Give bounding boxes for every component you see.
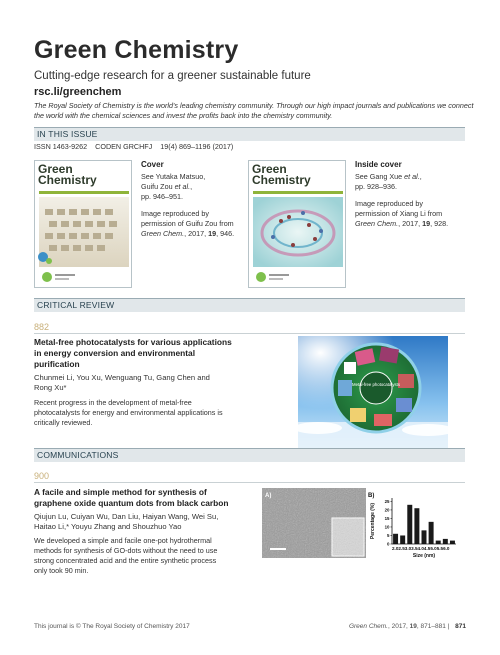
y-tick-label: 15 bbox=[384, 516, 390, 522]
section-title: IN THIS ISSUE bbox=[37, 129, 98, 139]
divider bbox=[34, 482, 465, 483]
issue-meta bbox=[34, 142, 233, 151]
review-toc-graphic[interactable] bbox=[298, 336, 448, 448]
bar-6.0 bbox=[450, 541, 455, 544]
bar-2.5 bbox=[400, 535, 405, 544]
inside-cover-description: See Gang Xue et al., pp. 928–936. Image reproduced by permission of Xiang Li from Green Chem., 2017, 19, 928. bbox=[355, 172, 449, 228]
x-axis-label: Size (nm) bbox=[412, 553, 436, 559]
bar-4.5 bbox=[429, 522, 434, 544]
cover-description: See Yutaka Matsuo, Guifu Zou et al., pp. 946–951. Image reproduced by permission of Guifu Zou from Green Chem., 2017, 19, 946. bbox=[141, 172, 235, 238]
journal-url-link[interactable]: rsc.li/greenchem bbox=[34, 86, 122, 98]
x-tick-labels: 2.02.53.03.54.04.55.05.56.0 bbox=[392, 546, 450, 551]
tem-micrograph bbox=[262, 488, 366, 558]
section-bar-in-this-issue bbox=[34, 127, 465, 141]
cover-masthead: Green Chemistry bbox=[38, 162, 97, 188]
issn: ISSN 1463-9262 bbox=[34, 142, 88, 151]
y-axis-label: Percentage (%) bbox=[370, 502, 376, 540]
bar-3.0 bbox=[407, 505, 412, 544]
review-article-summary: Recent progress in the development of metal-free photocatalysts for energy and environmental applications is critically reviewed. bbox=[34, 398, 223, 427]
inside-cover-image[interactable] bbox=[248, 160, 346, 288]
footer-citation: Green Chem., 2017, 19, 871–881 | 871 bbox=[348, 623, 466, 630]
y-tick-label: 25 bbox=[384, 499, 390, 505]
graphic-center-label: Metal-free photocatalysts bbox=[351, 382, 401, 387]
footer-copyright: This journal is © The Royal Society of Chemistry 2017 bbox=[34, 623, 190, 630]
tem-image-panel[interactable] bbox=[262, 488, 366, 558]
review-article-title[interactable]: Metal-free photocatalysts for various applications in energy conversion and environmental purification bbox=[34, 337, 232, 369]
footer-page-number: 871 bbox=[455, 623, 466, 630]
y-tick-label: 20 bbox=[384, 507, 390, 513]
cover-artwork bbox=[35, 161, 132, 288]
communication-article-summary: We developed a simple and facile one-pot hydrothermal methods for synthesis of GO-dots without the need to use strong concentrated acid and the entire synthetic process only took 90 min. bbox=[34, 536, 218, 575]
volume-pages: 19(4) 869–1196 (2017) bbox=[160, 142, 234, 151]
panel-a-label: A) bbox=[265, 493, 272, 499]
bar-2.0 bbox=[393, 534, 398, 544]
coden: CODEN GRCHFJ bbox=[95, 142, 153, 151]
section-title: COMMUNICATIONS bbox=[37, 450, 119, 460]
section-title: CRITICAL REVIEW bbox=[37, 300, 115, 310]
y-tick-label: 5 bbox=[387, 533, 390, 539]
photocatalyst-diagram bbox=[298, 336, 448, 448]
cover-label: Cover bbox=[141, 160, 164, 169]
journal-title: Green Chemistry bbox=[34, 36, 239, 64]
size-distribution-chart[interactable] bbox=[366, 488, 470, 560]
article-page-number: 900 bbox=[34, 471, 50, 481]
front-cover-image[interactable] bbox=[34, 160, 132, 288]
rsc-intro-text: The Royal Society of Chemistry is the world's leading chemistry community. Through our high impact journals and publications we connect the world with the chemical sciences and invest the profits back into the chemistry community. bbox=[34, 101, 474, 121]
divider bbox=[34, 333, 465, 334]
chart-bars bbox=[393, 505, 455, 544]
bar-3.5 bbox=[414, 508, 419, 544]
panel-b-label: B) bbox=[368, 493, 375, 499]
section-bar-critical-review bbox=[34, 298, 465, 312]
cover-masthead: Green Chemistry bbox=[252, 162, 311, 188]
y-tick-label: 10 bbox=[384, 524, 390, 530]
chart-y-ticks bbox=[385, 499, 392, 547]
inside-cover-label: Inside cover bbox=[355, 160, 402, 169]
section-bar-communications bbox=[34, 448, 465, 462]
article-page-number: 882 bbox=[34, 322, 50, 332]
y-tick-label: 0 bbox=[387, 541, 390, 547]
cover-artwork bbox=[249, 161, 346, 288]
chart-svg bbox=[366, 488, 470, 560]
communication-article-authors: Qiujun Lu, Cuiyan Wu, Dan Liu, Haiyan Wang, Wei Su, Haitao Li,* Youyu Zhang and Shouzhuo Yao bbox=[34, 512, 219, 532]
bar-4.0 bbox=[422, 530, 427, 544]
journal-tagline: Cutting-edge research for a greener sustainable future bbox=[34, 70, 311, 82]
bar-5.5 bbox=[443, 539, 448, 544]
communication-article-title[interactable]: A facile and simple method for synthesis of graphene oxide quantum dots from black carbon bbox=[34, 487, 229, 508]
review-article-authors: Chunmei Li, You Xu, Wenguang Tu, Gang Chen and Rong Xu* bbox=[34, 373, 210, 393]
bar-5.0 bbox=[436, 541, 441, 544]
